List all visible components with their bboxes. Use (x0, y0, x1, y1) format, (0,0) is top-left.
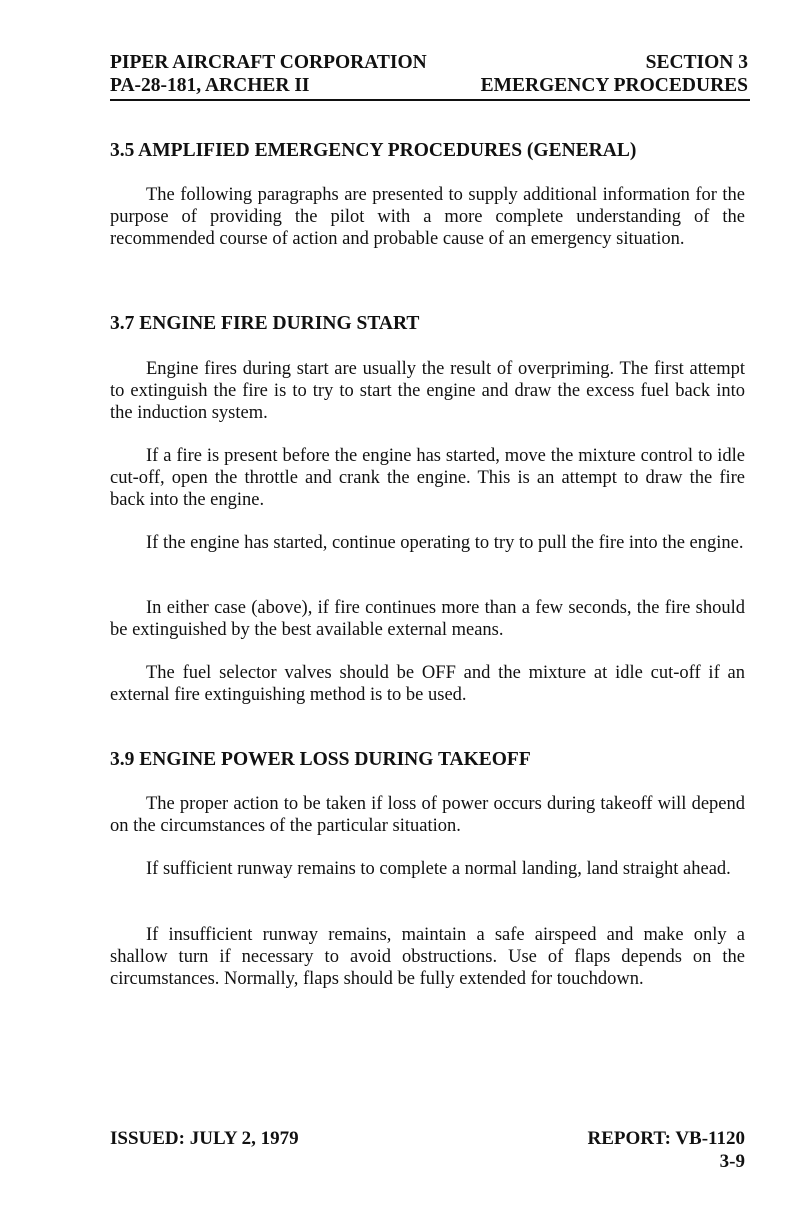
paragraph: If sufficient runway remains to complete a normal landing, land straight ahead. (146, 859, 731, 879)
header-divider (110, 99, 750, 101)
footer-issued: ISSUED: JULY 2, 1979 (110, 1128, 299, 1149)
header-model: PA-28-181, ARCHER II (110, 75, 310, 96)
section-title-3-5: 3.5 AMPLIFIED EMERGENCY PROCEDURES (GENERAL) (110, 140, 637, 161)
section-title-3-7: 3.7 ENGINE FIRE DURING START (110, 313, 420, 334)
header-section: SECTION 3 (645, 52, 748, 73)
paragraph: In either case (above), if fire continues more than a few seconds, the fire should be extinguished by the best available external means. (110, 598, 745, 640)
footer-report: REPORT: VB-1120 (587, 1128, 745, 1149)
section-title-3-9: 3.9 ENGINE POWER LOSS DURING TAKEOFF (110, 749, 531, 770)
paragraph: If insufficient runway remains, maintain a safe airspeed and make only a shallow turn if necessary to avoid obstructions. Use of flaps depends on the circumstances. Normally, flaps should be fully extended for touchdown. (110, 925, 745, 989)
header-section-title: EMERGENCY PROCEDURES (480, 75, 748, 96)
footer-page-number: 3-9 (719, 1151, 745, 1172)
paragraph: The fuel selector valves should be OFF and the mixture at idle cut-off if an external fire extinguishing method is to be used. (110, 663, 745, 705)
paragraph: The proper action to be taken if loss of power occurs during takeoff will depend on the circumstances of the particular situation. (110, 794, 745, 836)
paragraph: If the engine has started, continue operating to try to pull the fire into the engine. (146, 533, 744, 553)
paragraph: Engine fires during start are usually the result of overpriming. The first attempt to extinguish the fire is to try to start the engine and draw the excess fuel back into the induction system. (110, 359, 745, 423)
header-company: PIPER AIRCRAFT CORPORATION (110, 52, 427, 73)
paragraph: If a fire is present before the engine has started, move the mixture control to idle cut-off, open the throttle and crank the engine. This is an attempt to draw the fire back into the engine. (110, 446, 745, 510)
paragraph: The following paragraphs are presented to supply additional information for the purpose of providing the pilot with a more complete understanding of the recommended course of action and probable cause of an emergency situation. (110, 185, 745, 249)
